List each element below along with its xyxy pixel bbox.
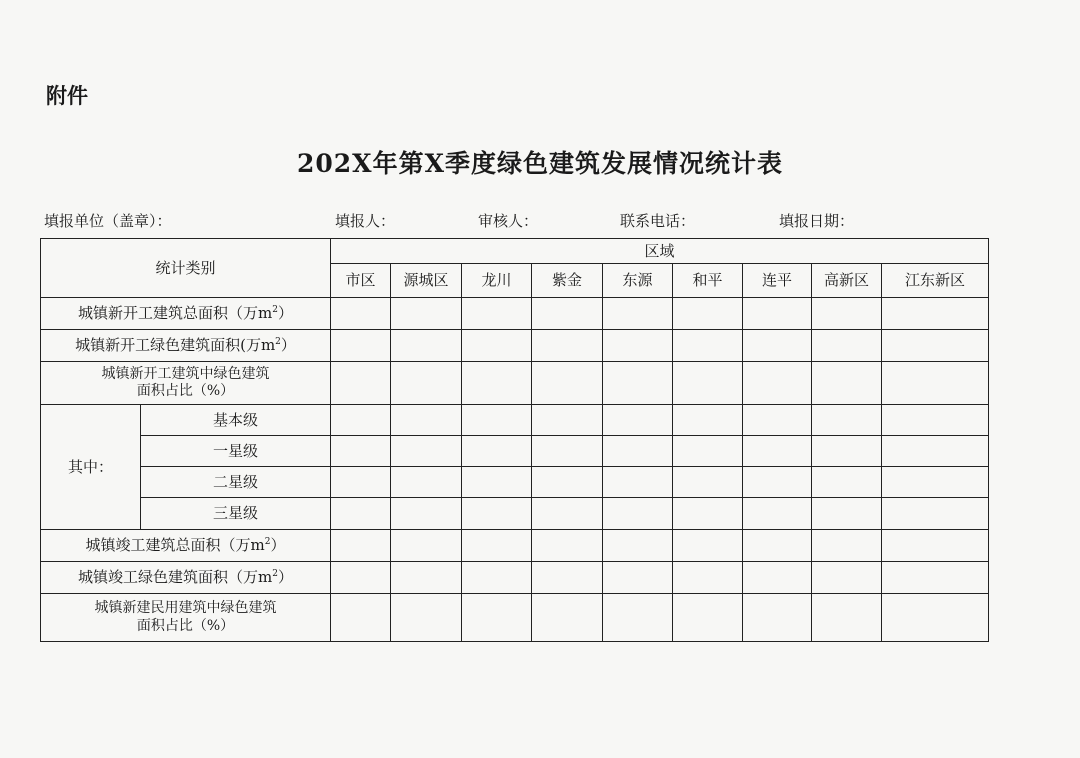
fill-date-label: 填报日期： [779,212,855,230]
category-header: 统计类别 [41,239,331,298]
region-yuancheng: 源城区 [391,264,462,298]
table-row [41,562,989,594]
region-lianping: 连平 [743,264,812,298]
reporting-unit-label: 填报单位（盖章）： [44,212,172,230]
region-dongyuan: 东源 [603,264,673,298]
row-label-completed-green-area: 城镇竣工绿色建筑面积（万$m^2$） [41,562,331,594]
row-label-civil-green-ratio: 城镇新建民用建筑中绿色建筑 面积占比（%） [41,594,331,642]
filler-label: 填报人： [335,212,396,230]
row-label-new-green-ratio: 城镇新开工建筑中绿色建筑 面积占比（%） [41,362,331,405]
grade-one-star-label: 一星级 [141,436,331,467]
table-row [41,467,989,498]
region-zijin: 紫金 [532,264,603,298]
table-row [41,436,989,467]
document-title: 202X年第X季度绿色建筑发展情况统计表 [297,149,783,178]
grade-two-star-label: 二星级 [141,467,331,498]
grade-basic-label: 基本级 [141,405,331,436]
row-label-completed-total-area: 城镇竣工建筑总面积（万$m^2$） [41,530,331,562]
reviewer-label: 审核人： [478,212,539,230]
table-row [41,330,989,362]
region-shiqu: 市区 [331,264,391,298]
table-row [41,362,989,405]
grade-three-star-label: 三星级 [141,498,331,530]
table-row [41,594,989,642]
table-row [41,405,989,436]
table-row [41,530,989,562]
among-label: 其中： [41,405,141,530]
region-jiangdong: 江东新区 [882,264,989,298]
region-header: 区域 [331,239,989,264]
row-label-new-green-area: 城镇新开工绿色建筑面积(万$m^2$） [41,330,331,362]
table-row [41,298,989,330]
attachment-label: 附件 [46,84,88,108]
table-row [41,498,989,530]
region-gaoxin: 高新区 [812,264,882,298]
row-label-new-total-area: 城镇新开工建筑总面积（万$m^2$） [41,298,331,330]
region-heping: 和平 [673,264,743,298]
phone-label: 联系电话： [620,212,696,230]
table-header-row [41,239,989,264]
region-longchuan: 龙川 [462,264,532,298]
statistics-table [40,238,989,642]
